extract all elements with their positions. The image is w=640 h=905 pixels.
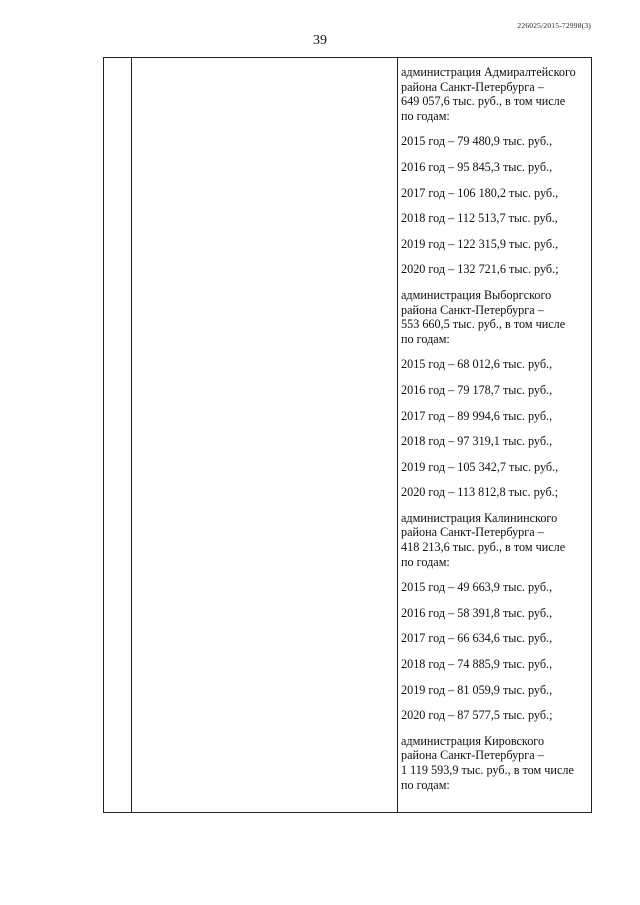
- heading-line: по годам:: [401, 331, 450, 346]
- column-divider-1: [131, 58, 132, 812]
- district-heading: [401, 288, 591, 346]
- heading-line: 418 213,6 тыс. руб., в том числе: [401, 540, 566, 555]
- year-amount: 2018 год – 97 319,1 тыс. руб.,: [401, 434, 553, 449]
- column-divider-2: [397, 58, 398, 812]
- heading-line: администрация Кировского: [401, 733, 545, 748]
- district-heading: [401, 511, 591, 569]
- year-amount: 2019 год – 122 315,9 тыс. руб.,: [401, 236, 559, 251]
- district-heading: [401, 65, 591, 123]
- heading-line: по годам:: [401, 777, 450, 792]
- year-amount: 2015 год – 79 480,9 тыс. руб.,: [401, 134, 553, 149]
- heading-line: района Санкт-Петербурга –: [401, 302, 544, 317]
- heading-line: района Санкт-Петербурга –: [401, 748, 544, 763]
- year-amount: 2018 год – 112 513,7 тыс. руб.,: [401, 211, 558, 226]
- heading-line: по годам:: [401, 108, 450, 123]
- year-amount: 2017 год – 66 634,6 тыс. руб.,: [401, 631, 553, 646]
- year-amount: 2019 год – 105 342,7 тыс. руб.,: [401, 459, 559, 474]
- heading-line: администрация Выборгского: [401, 287, 552, 302]
- year-amount: 2015 год – 49 663,9 тыс. руб.,: [401, 580, 553, 595]
- year-amount: 2016 год – 95 845,3 тыс. руб.,: [401, 159, 553, 174]
- heading-line: 1 119 593,9 тыс. руб., в том числе: [401, 763, 574, 777]
- year-amount: 2020 год – 113 812,8 тыс. руб.;: [401, 485, 559, 500]
- year-amount: 2017 год – 89 994,6 тыс. руб.,: [401, 408, 553, 423]
- heading-line: района Санкт-Петербурга –: [401, 525, 544, 540]
- heading-line: по годам:: [401, 554, 450, 569]
- document-id: 226025/2015-72998(3): [517, 21, 591, 30]
- year-amount: 2019 год – 81 059,9 тыс. руб.,: [401, 682, 553, 697]
- year-amount: 2020 год – 87 577,5 тыс. руб.;: [401, 708, 553, 723]
- heading-line: 553 660,5 тыс. руб., в том числе: [401, 317, 566, 332]
- year-amount: 2015 год – 68 012,6 тыс. руб.,: [401, 357, 553, 372]
- year-amount: 2020 год – 132 721,6 тыс. руб.;: [401, 262, 559, 277]
- heading-line: района Санкт-Петербурга –: [401, 79, 544, 94]
- year-amount: 2016 год – 79 178,7 тыс. руб.,: [401, 382, 553, 397]
- heading-line: администрация Калининского: [401, 510, 558, 525]
- page-number: 39: [313, 33, 327, 48]
- year-amount: 2018 год – 74 885,9 тыс. руб.,: [401, 657, 553, 672]
- year-amount: 2017 год – 106 180,2 тыс. руб.,: [401, 185, 559, 200]
- budget-table: [103, 57, 592, 813]
- heading-line: администрация Адмиралтейского: [401, 65, 576, 79]
- district-heading: [401, 734, 591, 792]
- year-amount: 2016 год – 58 391,8 тыс. руб.,: [401, 605, 553, 620]
- heading-line: 649 057,6 тыс. руб., в том числе: [401, 94, 566, 109]
- funding-cell: [401, 65, 591, 803]
